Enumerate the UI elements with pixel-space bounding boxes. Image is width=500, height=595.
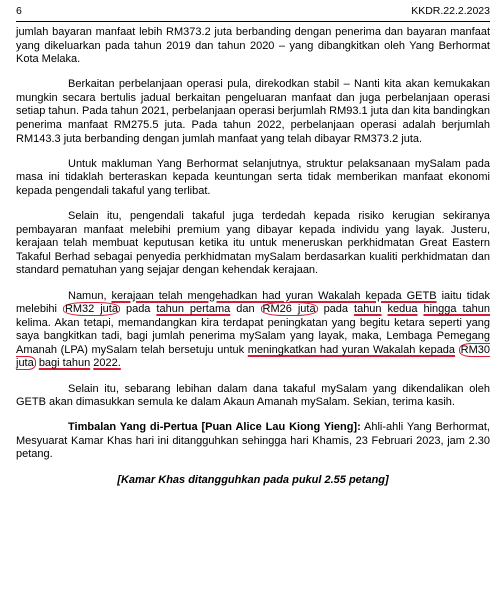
underlined-text: tahun [354,303,382,316]
closing-note: [Kamar Khas ditangguhkan pada pukul 2.55 petang] [117,473,389,486]
document-body [16,26,490,499]
paragraph-2: Berkaitan perbelanjaan operasi pula, direkodkan stabil – Nanti kita akan kemukakan mungkin secara bertulis jadual berkaitan pengeluaran manfaat dan juga perbelanjaan operasi setiap tahun. Pada tahun 2021, perbelanjaan operasi berjumlah RM93.1 juta dan kita bandingkan penerima manfaat RM275.5 juta. Pada tahun 2022, perbelanjaan operasi adalah berjumlah RM143.3 juta berbanding dengan jumlah manfaat yang telah dibayar RM373.2 juta. [16,78,490,145]
paragraph-1: jumlah bayaran manfaat lebih RM373.2 juta berbanding dengan penerima dan bayaran manfaat yang dikeluarkan pada tahun 2019 dan tahun 2020 – yang dibangkitkan oleh Yang Berhormat Kota Melaka. [16,26,490,66]
underlined-text: tahun pertama [156,303,231,316]
underlined-text: 2022. [93,357,121,370]
text-span: Namun, [68,289,112,302]
text-span: kelima. Akan tetapi, memandangkan kira terdapat peningkatan yang begitu ketara seperti yang saya bangkitkan tadi, bagi jumlah penerima mySalam yang layak, maka, Lembaga Pemegang Amanah (LPA) mySalam telah bersetuju untuk [16,316,490,356]
underlined-text: kerajaan telah mengehadkan had yuran Wakalah kepada GETB [111,289,437,302]
text-span: pada [125,303,151,316]
paragraph-5-annotated [16,290,490,372]
circled-amount-rm32: RM32 juta [64,303,118,316]
text-span: pada [323,303,349,316]
text-span: dan [236,303,255,316]
circled-amount-rm30: RM30 juta [16,343,490,370]
header-rule [16,21,490,22]
paragraph-4: Selain itu, pengendali takaful juga terdedah kepada risiko kerugian sekiranya pembayaran manfaat melebihi premium yang dibayar kepada individu yang layak. Justeru, kerajaan telah membuat keputusan ketika itu untuk meneruskan perkhidmatan Great Eastern Takaful Berhad sebagai penyedia perkhidmatan mySalam berdasarkan kualiti perkhidmatan dan standard pematuhan yang sejajar dengan kehendak kerajaan. [16,210,490,277]
page-header [16,4,490,20]
text-span: iaitu tidak melebihi [16,289,490,316]
paragraph-6: Selain itu, sebarang lebihan dalam dana takaful mySalam yang dikendalikan oleh GETB akan dimasukkan semula ke dalam Akaun Amanah mySalam. Sekian, terima kasih. [16,382,490,409]
document-reference: KKDR.22.2.2023 [411,5,490,17]
speaker-text: Ahli-ahli Yang Berhormat, Mesyuarat Kamar Khas hari ini ditangguhkan sehingga hari Khamis, 23 Februari 2023, jam 2.30 petang. [16,421,490,461]
underlined-text: meningkatkan had yuran Wakalah kepada [247,343,456,356]
paragraph-3: Untuk makluman Yang Berhormat selanjutnya, struktur pelaksanaan mySalam pada masa ini tidaklah berteraskan kepada keuntungan serta tidak memberikan manfaat ekonomi kepada pengendali takaful yang terlibat. [16,157,490,197]
underlined-text: kedua [387,303,418,316]
speaker-name: Timbalan Yang di-Pertua [Puan Alice Lau Kiong Yieng]: [68,421,361,434]
paragraph-7 [16,421,490,462]
underlined-text: bagi tahun [38,357,91,370]
circled-amount-rm26: RM26 juta [262,303,316,316]
page-number: 6 [16,5,22,17]
underlined-text: hingga tahun [423,303,490,316]
